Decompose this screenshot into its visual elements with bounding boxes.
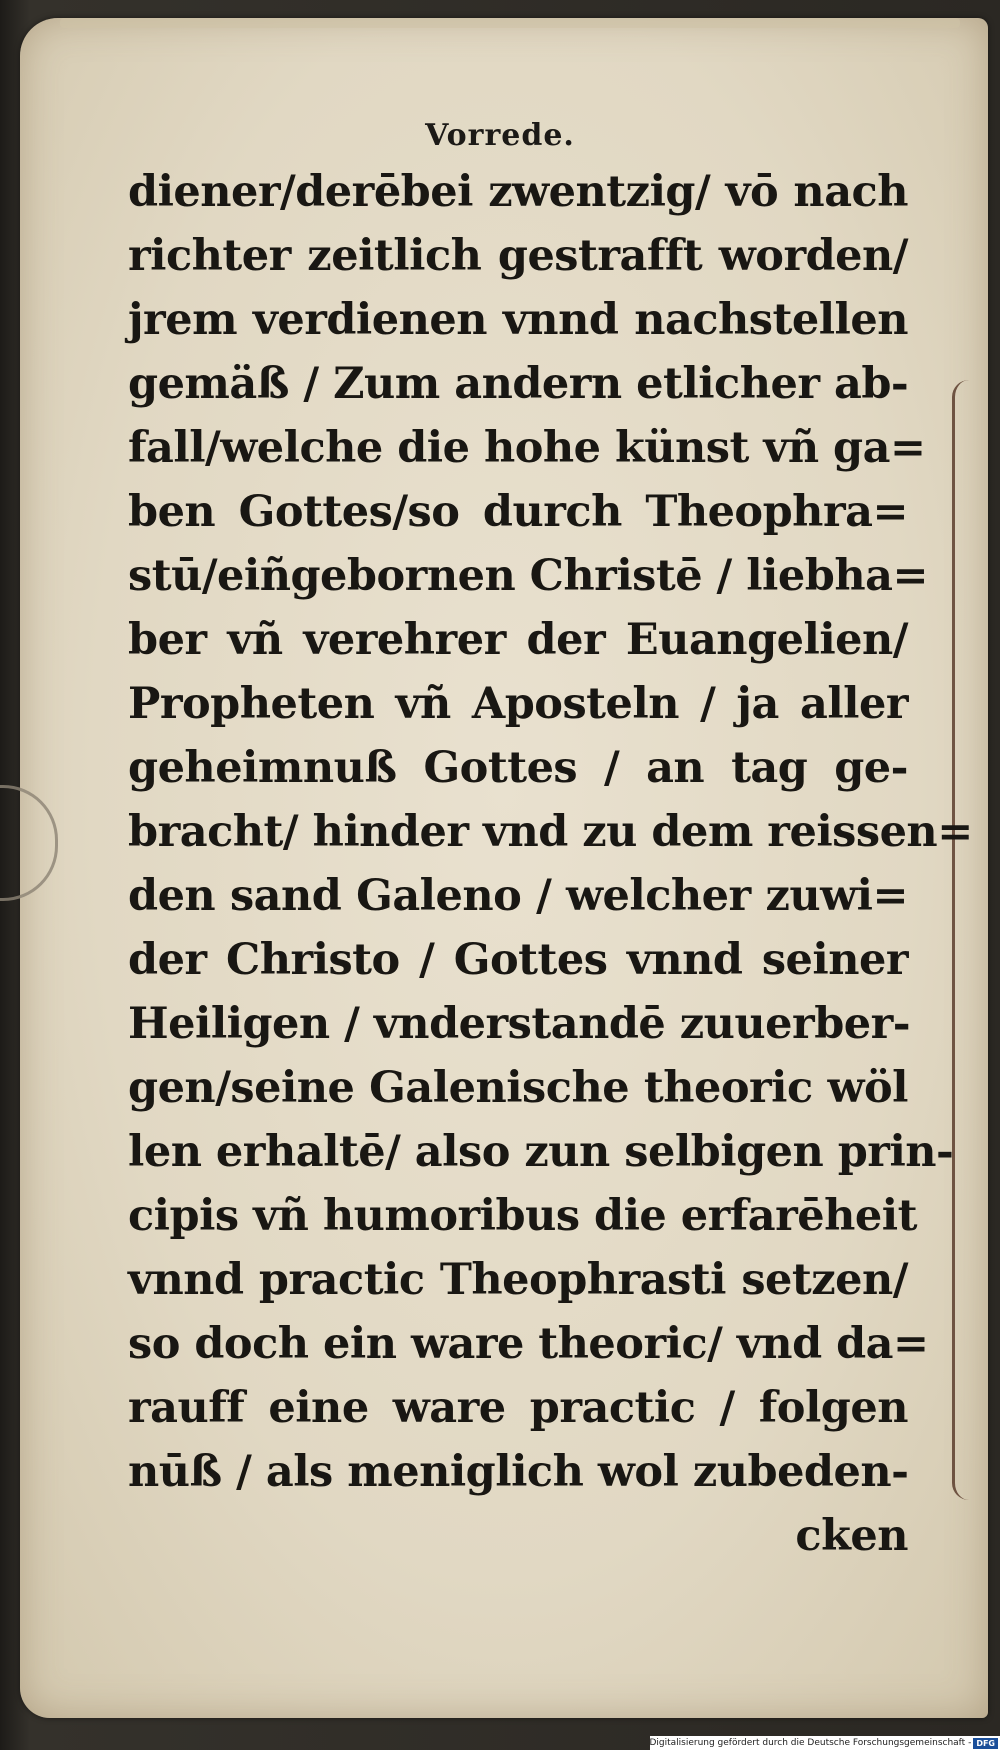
text-line: Heiligen / vnderstandē zuuerber- — [128, 999, 911, 1049]
text-line: Propheten vñ Aposteln / ja aller — [128, 679, 908, 729]
text-line: vnnd practic Theophrasti setzen/ — [128, 1255, 908, 1305]
text-line: fall/welche die hohe künst vñ ga= — [128, 423, 926, 473]
catchword: cken — [795, 1511, 908, 1561]
running-head: Vorrede. — [425, 118, 575, 153]
text-line: jrem verdienen vnnd nachstellen — [128, 295, 908, 345]
text-line: ber vñ verehrer der Euangelien/ — [128, 615, 908, 665]
text-line: len erhaltē/ also zun selbigen prin- — [128, 1127, 954, 1177]
text-line: nūß / als meniglich wol zubeden- — [128, 1447, 909, 1497]
text-line: bracht/ hinder vnd zu dem reissen= — [128, 807, 973, 857]
text-line: diener/derēbei zwentzig/ vō nach — [128, 167, 908, 217]
binding-cord — [952, 380, 969, 1500]
text-line: rauff eine ware practic / folgen — [128, 1383, 908, 1433]
text-line: richter zeitlich gestrafft worden/ — [128, 231, 908, 281]
digitization-footer — [650, 1736, 1000, 1750]
text-line: den sand Galeno / welcher zuwi= — [128, 871, 908, 921]
footer-credit: Digitalisierung gefördert durch die Deutsche Forschungsgemeinschaft - — [649, 1738, 972, 1748]
text-line: gemäß / Zum andern etlicher ab- — [128, 359, 909, 409]
text-line: ben Gottes/so durch Theophra= — [128, 487, 908, 537]
text-line: so doch ein ware theoric/ vnd da= — [128, 1319, 929, 1369]
dfg-logo-icon: DFG — [973, 1738, 998, 1749]
text-line: stū/eiñgebornen Christē / liebha= — [128, 551, 928, 601]
body-text — [128, 160, 973, 1568]
text-line: geheimnuß Gottes / an tag ge- — [128, 743, 908, 793]
page-edge — [60, 18, 960, 28]
text-line: cipis vñ humoribus die erfarēheit — [128, 1191, 917, 1241]
text-line: gen/seine Galenische theoric wöl — [128, 1063, 908, 1113]
text-line: der Christo / Gottes vnnd seiner — [128, 935, 908, 985]
